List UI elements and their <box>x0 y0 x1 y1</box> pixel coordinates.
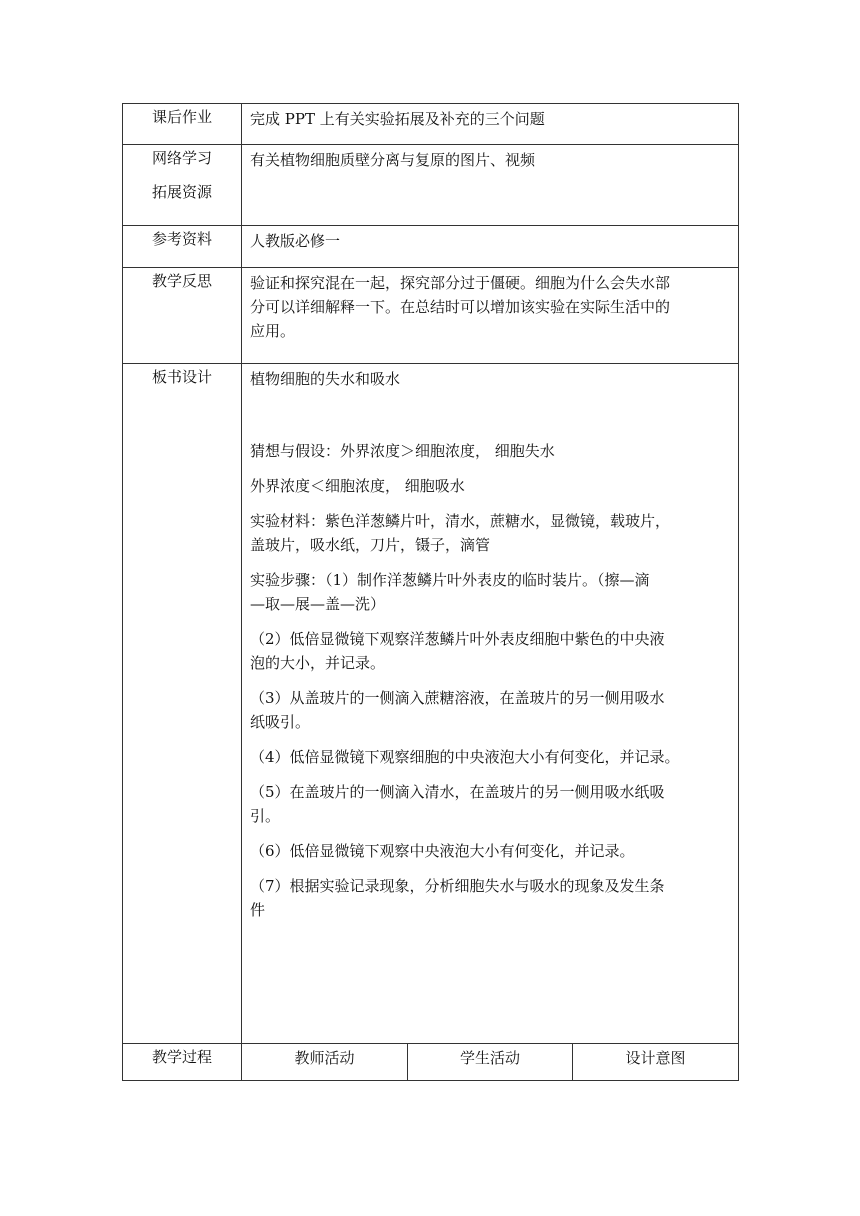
reference-content: 人教版必修一 <box>250 232 341 250</box>
materials-line: 实验材料：紫色洋葱鳞片叶，清水，蔗糖水，显微镜，载玻片， <box>250 512 671 530</box>
teaching-process-label: 教学过程 <box>151 1048 212 1066</box>
reference-content-cell <box>242 226 739 268</box>
online-resources-label-line2: 拓展资源 <box>151 183 212 201</box>
design-intent-header: 设计意图 <box>573 1044 739 1081</box>
step-line: 纸吸引。 <box>250 713 311 731</box>
materials-line: 盖玻片，吸水纸，刀片，镊子，滴管 <box>250 536 491 554</box>
teaching-process-label-cell <box>123 1044 242 1081</box>
step-line: （3）从盖玻片的一侧滴入蔗糖溶液，在盖玻片的另一侧用吸水 <box>250 689 665 707</box>
board-design-content-cell <box>242 364 739 1044</box>
homework-label-cell <box>123 104 242 145</box>
board-design-row <box>123 364 739 1044</box>
online-resources-content-cell <box>242 145 739 226</box>
hypothesis-line: 猜想与假设：外界浓度＞细胞浓度， 细胞失水 <box>250 442 555 460</box>
step-line: —取—展—盖—洗） <box>250 595 386 613</box>
board-title: 植物细胞的失水和吸水 <box>250 370 401 388</box>
homework-content: 完成 PPT 上有关实验拓展及补充的三个问题 <box>250 110 545 128</box>
homework-row <box>123 104 739 145</box>
step-paragraph <box>250 627 730 675</box>
teaching-process-row <box>123 1044 739 1081</box>
step-line: 实验步骤：（1）制作洋葱鳞片叶外表皮的临时装片。（擦—滴 <box>250 571 650 589</box>
step-paragraph <box>250 780 730 828</box>
step-line: （2）低倍显微镜下观察洋葱鳞片叶外表皮细胞中紫色的中央液 <box>250 630 665 648</box>
step-line: （5）在盖玻片的一侧滴入清水，在盖玻片的另一侧用吸水纸吸 <box>250 783 665 801</box>
reflection-label-cell <box>123 268 242 364</box>
student-activity-header: 学生活动 <box>408 1044 573 1081</box>
reflection-line: 分可以详细解释一下。在总结时可以增加该实验在实际生活中的 <box>250 298 671 316</box>
online-resources-row <box>123 145 739 226</box>
step-paragraph: （4）低倍显微镜下观察细胞的中央液泡大小有何变化，并记录。 <box>250 748 680 766</box>
reflection-label: 教学反思 <box>151 272 212 290</box>
step-line: 件 <box>250 901 266 919</box>
step-paragraph: （6）低倍显微镜下观察中央液泡大小有何变化，并记录。 <box>250 842 635 860</box>
step-line: 泡的大小，并记录。 <box>250 654 386 672</box>
materials-paragraph <box>250 509 730 557</box>
reference-label-cell <box>123 226 242 268</box>
teacher-activity-header: 教师活动 <box>242 1044 408 1081</box>
online-resources-label-cell <box>123 145 242 226</box>
online-resources-label-line1: 网络学习 <box>151 149 212 167</box>
homework-label: 课后作业 <box>151 108 212 126</box>
board-design-label-cell <box>123 364 242 1044</box>
reference-label: 参考资料 <box>151 230 212 248</box>
homework-content-cell <box>242 104 739 145</box>
step-line: （7）根据实验记录现象，分析细胞失水与吸水的现象及发生条 <box>250 877 665 895</box>
reflection-line: 验证和探究混在一起，探究部分过于僵硬。细胞为什么会失水部 <box>250 274 671 292</box>
reflection-content-cell <box>242 268 739 364</box>
board-design-label: 板书设计 <box>151 368 212 386</box>
step-paragraph <box>250 874 730 922</box>
reflection-line: 应用。 <box>250 322 296 340</box>
step-paragraph <box>250 568 730 616</box>
online-resources-content: 有关植物细胞质壁分离与复原的图片、视频 <box>250 151 536 169</box>
step-paragraph <box>250 686 730 734</box>
reflection-row <box>123 268 739 364</box>
hypothesis-line: 外界浓度＜细胞浓度， 细胞吸水 <box>250 477 465 495</box>
lesson-plan-table <box>122 103 739 1081</box>
step-line: 引。 <box>250 807 281 825</box>
reference-row <box>123 226 739 268</box>
